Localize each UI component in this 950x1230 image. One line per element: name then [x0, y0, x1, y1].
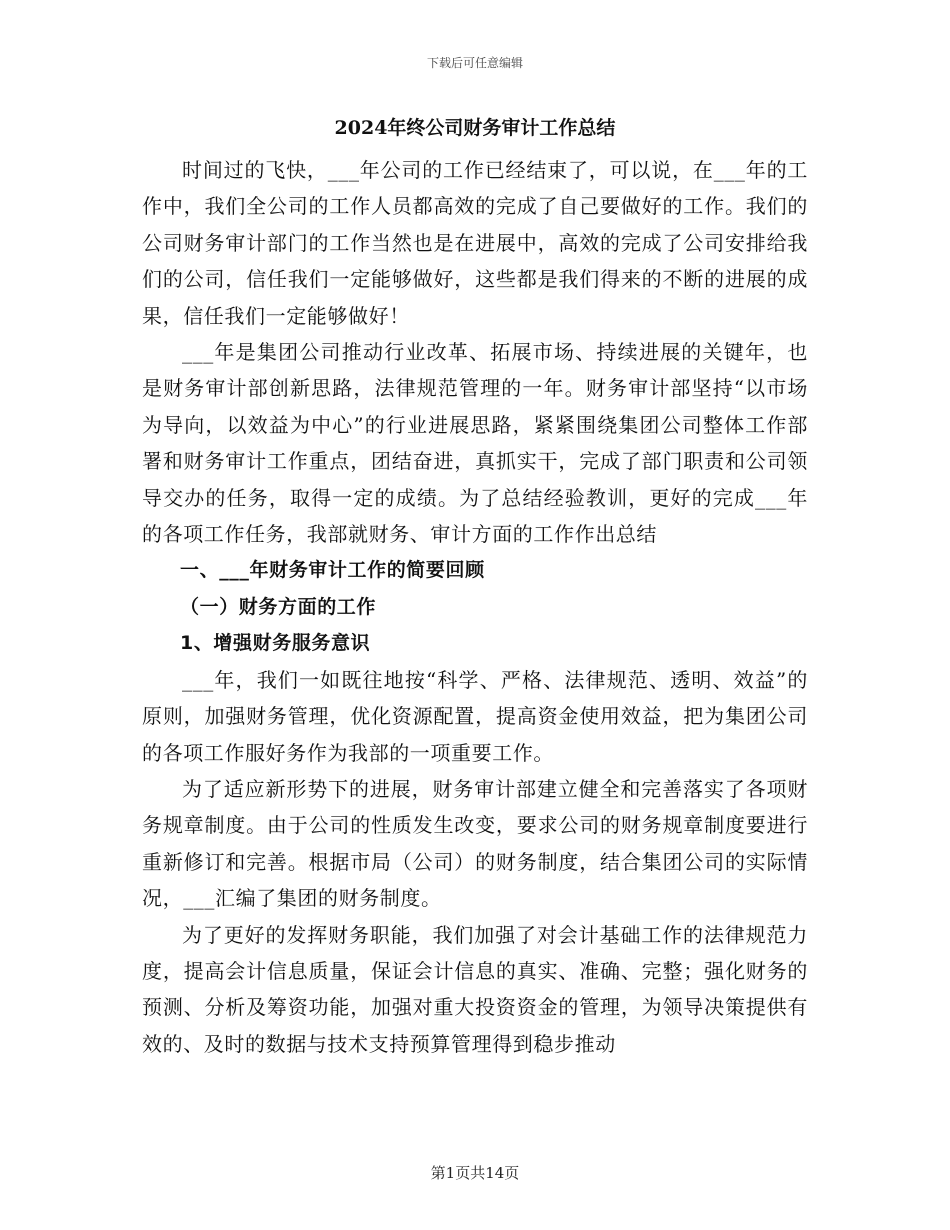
paragraph-principles: ___年，我们一如既往地按“科学、严格、法律规范、透明、效益”的原则，加强财务管理，优化资源配置，提高资金使用效益，把为集团公司的各项工作服好务作为我部的一项重要工作。 [142, 667, 808, 765]
paragraph-functions: 为了更好的发挥财务职能，我们加强了对会计基础工作的法律规范力度，提高会计信息质量，保证会计信息的真实、准确、完整；强化财务的预测、分析及筹资功能，加强对重大投资资金的管理，为领导决策提供有效的、及时的数据与技术支持预算管理得到稳步推动 [142, 922, 808, 1056]
document-title: 2024年终公司财务审计工作总结 [334, 117, 616, 139]
page-header-note: 下载后可任意编辑 [426, 56, 523, 70]
paragraph-regulations: 为了适应新形势下的进展，财务审计部建立健全和完善落实了各项财务规章制度。由于公司的性质发生改变，要求公司的财务规章制度要进行重新修订和完善。根据市局（公司）的财务制度，结合集团公司的实际情况，___汇编了集团的财务制度。 [142, 776, 808, 911]
section-heading-3: 1、增强财务服务意识 [180, 632, 371, 655]
paragraph-intro: 时间过的飞快，___年公司的工作已经结束了，可以说，在___年的工作中，我们全公司的工作人员都高效的完成了自己要做好的工作。我们的公司财务审计部门的工作当然也是在进展中，高效的完成了公司安排给我们的公司，信任我们一定能够做好，这些都是我们得来的不断的进展的成果，信任我们一定能够做好！ [142, 158, 808, 328]
document-body [142, 112, 808, 1062]
section-heading-1: 一、___年财务审计工作的简要回顾 [180, 559, 485, 582]
page-number: 第1页共14页 [430, 1164, 520, 1182]
paragraph-overview: ___年是集团公司推动行业改革、拓展市场、持续进展的关键年，也是财务审计部创新思路，法律规范管理的一年。财务审计部坚持“以市场为导向，以效益为中心”的行业进展思路，紧紧围绕集团公司整体工作部署和财务审计工作重点，团结奋进，真抓实干，完成了部门职责和公司领导交办的任务，取得一定的成绩。为了总结经验教训，更好的完成___年的各项工作任务，我部就财务、审计方面的工作作出总结 [142, 340, 808, 547]
section-heading-2: （一）财务方面的工作 [180, 595, 377, 618]
